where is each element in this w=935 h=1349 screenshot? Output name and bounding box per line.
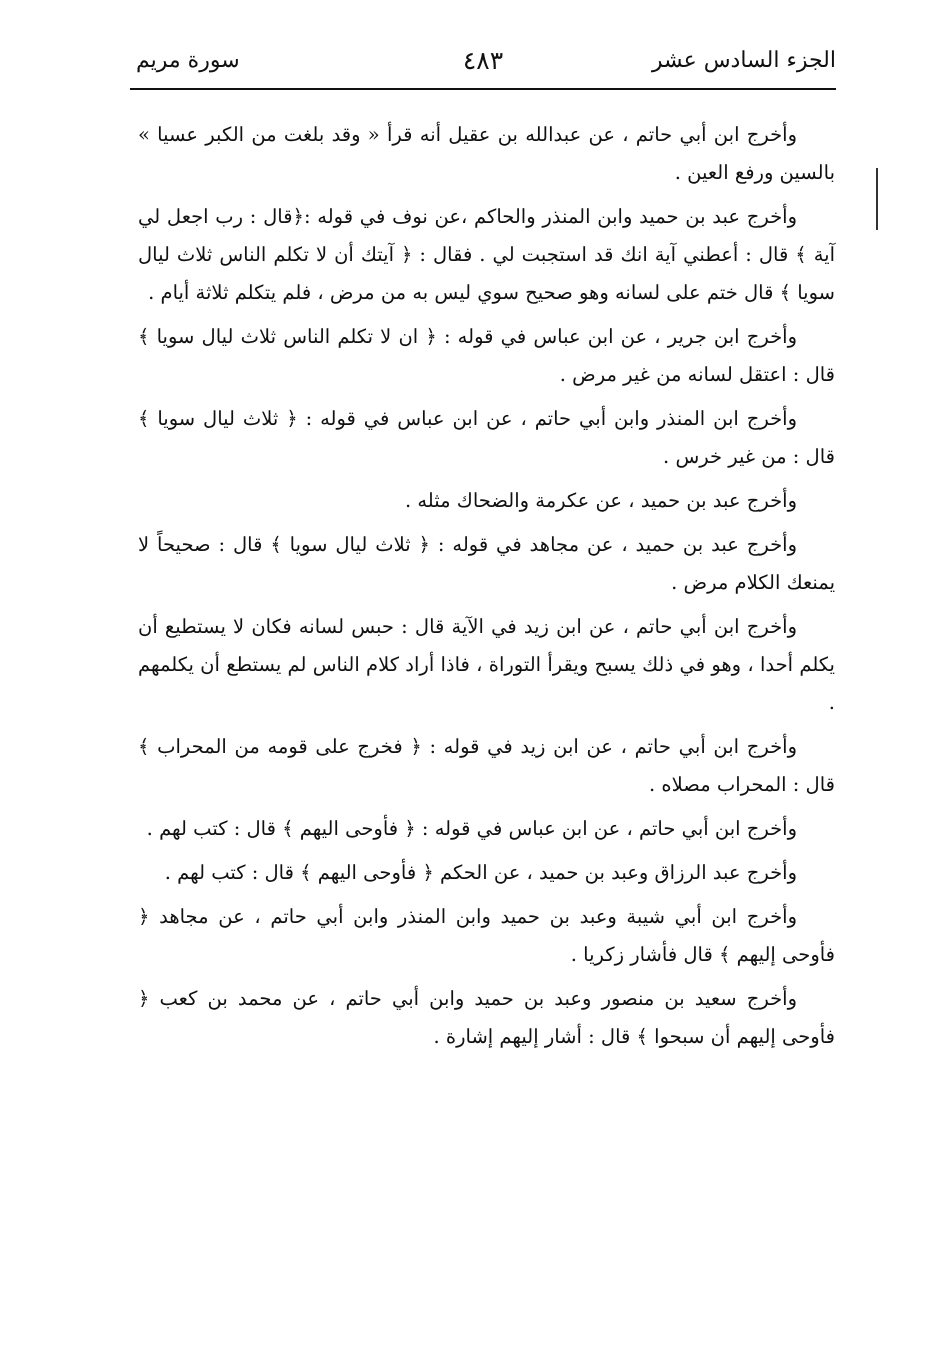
- paragraph: وأخرج عبد بن حميد ، عن عكرمة والضحاك مثله .: [404, 489, 797, 512]
- paragraph: وأخرج ابن أبي حاتم ، عن ابن زيد في الآية قال : حبس لسانه فكان لا يستطيع أن يكلم أحدا ، وهو في ذلك يسبح ويقرأ التوراة ، فاذا أراد كلام الناس لم يستطع أن يكلمهم .: [138, 615, 835, 714]
- part-title: الجزء السادس عشر: [651, 48, 836, 73]
- paragraph: وأخرج ابن أبي حاتم ، عن ابن زيد في قوله : ﴿ فخرج على قومه من المحراب ﴾ قال : المحراب مصلاه .: [138, 735, 835, 796]
- paragraph: وأخرج ابن أبي حاتم ، عن ابن عباس في قوله : ﴿ فأوحى اليهم ﴾ قال : كتب لهم .: [146, 817, 797, 840]
- paragraph: وأخرج ابن أبي حاتم ، عن عبدالله بن عقيل أنه قرأ « وقد بلغت من الكبر عسيا » بالسين ورفع العين .: [138, 123, 835, 184]
- page-header: [130, 48, 836, 88]
- paragraph: وأخرج عبد بن حميد ، عن مجاهد في قوله : ﴿ ثلاث ليال سويا ﴾ قال : صحيحاً لا يمنعك الكلام مرض .: [138, 533, 835, 594]
- paragraph: وأخرج عبد الرزاق وعبد بن حميد ، عن الحكم ﴿ فأوحى اليهم ﴾ قال : كتب لهم .: [164, 861, 797, 884]
- paragraph: وأخرج ابن أبي شيبة وعبد بن حميد وابن المنذر وابن أبي حاتم ، عن مجاهد ﴿ فأوحى إليهم ﴾ قال فأشار زكريا .: [138, 905, 835, 966]
- header-divider: [130, 88, 836, 90]
- paragraph: وأخرج ابن المنذر وابن أبي حاتم ، عن ابن عباس في قوله : ﴿ ثلاث ليال سويا ﴾ قال : من غير خرس .: [138, 407, 835, 468]
- surah-title: سورة مريم: [136, 48, 240, 73]
- paragraph: وأخرج ابن جرير ، عن ابن عباس في قوله : ﴿ ان لا تكلم الناس ثلاث ليال سويا ﴾ قال : اعتقل لسانه من غير مرض .: [138, 325, 835, 386]
- margin-mark: [876, 168, 878, 230]
- paragraph: وأخرج عبد بن حميد وابن المنذر والحاكم ،عن نوف في قوله :﴿قال : رب اجعل لي آية ﴾ قال : أعطني آية انك قد استجبت لي . فقال : ﴿ آيتك أن لا تكلم الناس ثلاث ليال سويا ﴾ قال ختم على لسانه وهو صحيح سوي ليس به من مرض ، فلم يتكلم ثلاثة أيام .: [138, 205, 835, 304]
- page-number: ٤٨٣: [462, 46, 504, 75]
- paragraph: وأخرج سعيد بن منصور وعبد بن حميد وابن أبي حاتم ، عن محمد بن كعب ﴿ فأوحى إليهم أن سبحوا ﴾ قال : أشار إليهم إشارة .: [138, 987, 835, 1048]
- body-text: [138, 116, 835, 1062]
